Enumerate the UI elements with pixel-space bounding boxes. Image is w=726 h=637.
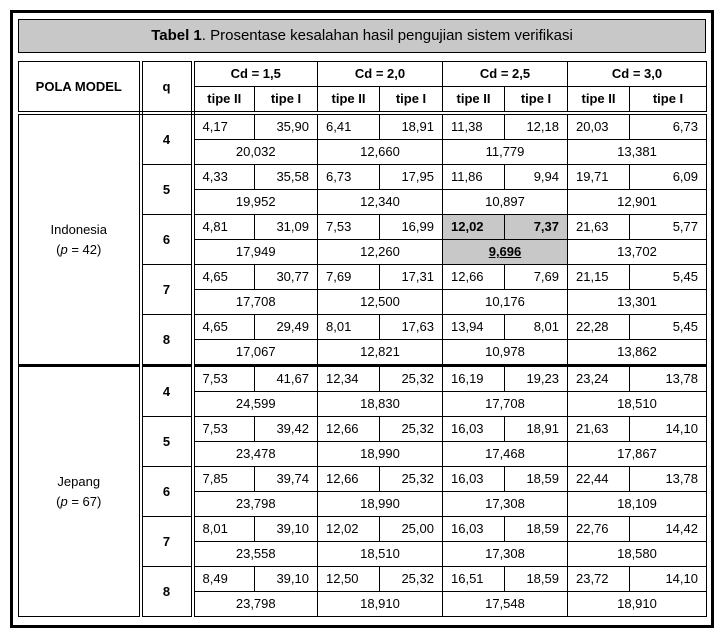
q-value: 6 (141, 215, 193, 265)
tipe-ii-value: 12,66 (318, 417, 380, 442)
tipe-ii-value: 4,17 (193, 113, 255, 140)
pola-model-p: (p = 67) (56, 493, 102, 509)
table-row (19, 366, 707, 392)
q-value: 5 (141, 417, 193, 467)
tipe-ii-value: 22,44 (568, 467, 630, 492)
tipe-ii-value: 16,03 (443, 517, 505, 542)
average-value: 23,478 (193, 442, 318, 467)
tipe-i-value: 18,91 (505, 417, 568, 442)
tipe-i-value: 14,10 (630, 417, 707, 442)
tipe-ii-value: 8,01 (318, 315, 380, 340)
tipe-i-value: 39,10 (255, 567, 318, 592)
tipe-ii-value: 19,71 (568, 165, 630, 190)
tipe-i-value: 35,90 (255, 113, 318, 140)
header-pola-model: POLA MODEL (19, 62, 141, 114)
average-value: 18,510 (568, 392, 707, 417)
tipe-i-value: 14,10 (630, 567, 707, 592)
pola-model-cell (19, 113, 141, 366)
tipe-ii-value: 12,34 (318, 366, 380, 392)
average-value: 20,032 (193, 140, 318, 165)
average-value: 13,702 (568, 240, 707, 265)
q-value: 6 (141, 467, 193, 517)
header-tipe-ii: tipe II (193, 87, 255, 114)
tipe-ii-value: 4,33 (193, 165, 255, 190)
tipe-ii-value: 21,15 (568, 265, 630, 290)
tipe-ii-value: 4,65 (193, 265, 255, 290)
tipe-i-value: 5,45 (630, 315, 707, 340)
tipe-i-value: 16,99 (380, 215, 443, 240)
average-value: 10,978 (443, 340, 568, 366)
tipe-i-value: 39,74 (255, 467, 318, 492)
average-value: 18,510 (318, 542, 443, 567)
average-value: 13,862 (568, 340, 707, 366)
q-value: 7 (141, 517, 193, 567)
tipe-i-value: 31,09 (255, 215, 318, 240)
tipe-i-value: 25,32 (380, 567, 443, 592)
p-value: = 42) (67, 241, 102, 257)
tipe-i-value: 14,42 (630, 517, 707, 542)
tipe-ii-value: 12,02 (443, 215, 505, 240)
header-tipe-ii: tipe II (318, 87, 380, 114)
header-cd-2: Cd = 2,0 (318, 62, 443, 87)
table-row (19, 113, 707, 140)
tipe-i-value: 17,95 (380, 165, 443, 190)
average-value: 10,897 (443, 190, 568, 215)
average-value: 17,949 (193, 240, 318, 265)
tipe-ii-value: 22,28 (568, 315, 630, 340)
tipe-ii-value: 12,50 (318, 567, 380, 592)
tipe-i-value: 18,59 (505, 467, 568, 492)
tipe-ii-value: 12,02 (318, 517, 380, 542)
tipe-ii-value: 4,65 (193, 315, 255, 340)
average-value: 17,867 (568, 442, 707, 467)
average-value: 18,109 (568, 492, 707, 517)
average-value: 12,821 (318, 340, 443, 366)
tipe-i-value: 39,10 (255, 517, 318, 542)
tipe-ii-value: 4,81 (193, 215, 255, 240)
average-value: 18,990 (318, 442, 443, 467)
tipe-ii-value: 12,66 (443, 265, 505, 290)
pola-model-p: (p = 42) (56, 241, 102, 257)
tipe-i-value: 35,58 (255, 165, 318, 190)
tipe-ii-value: 6,41 (318, 113, 380, 140)
q-value: 8 (141, 567, 193, 617)
tipe-i-value: 13,78 (630, 366, 707, 392)
average-value: 10,176 (443, 290, 568, 315)
average-value: 18,830 (318, 392, 443, 417)
average-value: 17,708 (443, 392, 568, 417)
tipe-ii-value: 23,72 (568, 567, 630, 592)
tipe-ii-value: 16,03 (443, 467, 505, 492)
tipe-ii-value: 11,86 (443, 165, 505, 190)
tipe-i-value: 13,78 (630, 467, 707, 492)
q-value: 5 (141, 165, 193, 215)
tipe-i-value: 17,31 (380, 265, 443, 290)
tipe-i-value: 29,49 (255, 315, 318, 340)
tipe-i-value: 9,94 (505, 165, 568, 190)
tipe-i-value: 18,91 (380, 113, 443, 140)
average-value: 17,067 (193, 340, 318, 366)
tipe-ii-value: 21,63 (568, 215, 630, 240)
table-title-text: . Prosentase kesalahan hasil pengujian sistem verifikasi (201, 27, 573, 44)
p-symbol: p (60, 241, 68, 257)
average-value: 24,599 (193, 392, 318, 417)
tipe-ii-value: 16,51 (443, 567, 505, 592)
header-tipe-ii: tipe II (443, 87, 505, 114)
average-value: 13,301 (568, 290, 707, 315)
q-value: 7 (141, 265, 193, 315)
tipe-ii-value: 21,63 (568, 417, 630, 442)
tipe-i-value: 5,45 (630, 265, 707, 290)
p-symbol: p (60, 493, 68, 509)
tipe-i-value: 6,73 (630, 113, 707, 140)
header-tipe-i: tipe I (380, 87, 443, 114)
tipe-ii-value: 20,03 (568, 113, 630, 140)
average-value: 23,558 (193, 542, 318, 567)
average-value: 13,381 (568, 140, 707, 165)
average-value: 17,548 (443, 592, 568, 617)
header-tipe-ii: tipe II (568, 87, 630, 114)
p-value: = 67) (67, 493, 102, 509)
tipe-ii-value: 13,94 (443, 315, 505, 340)
tipe-i-value: 25,32 (380, 366, 443, 392)
average-value: 12,340 (318, 190, 443, 215)
tipe-i-value: 7,69 (505, 265, 568, 290)
tipe-i-value: 18,59 (505, 567, 568, 592)
q-value: 4 (141, 113, 193, 165)
average-value: 18,990 (318, 492, 443, 517)
header-cd-3: Cd = 2,5 (443, 62, 568, 87)
table-frame (10, 10, 714, 628)
average-value: 18,910 (568, 592, 707, 617)
average-value: 17,468 (443, 442, 568, 467)
average-value: 17,308 (443, 542, 568, 567)
tipe-i-value: 19,23 (505, 366, 568, 392)
tipe-ii-value: 7,53 (193, 417, 255, 442)
tipe-ii-value: 8,01 (193, 517, 255, 542)
average-value: 11,779 (443, 140, 568, 165)
average-value: 23,798 (193, 592, 318, 617)
results-body (19, 113, 707, 617)
results-table (18, 61, 707, 617)
table-title-prefix: Tabel 1 (151, 27, 202, 44)
tipe-i-value: 30,77 (255, 265, 318, 290)
header-cd-4: Cd = 3,0 (568, 62, 707, 87)
tipe-i-value: 25,32 (380, 467, 443, 492)
table-title (18, 19, 706, 53)
header-tipe-i: tipe I (505, 87, 568, 114)
average-value: 12,660 (318, 140, 443, 165)
tipe-i-value: 12,18 (505, 113, 568, 140)
average-value: 12,901 (568, 190, 707, 215)
tipe-ii-value: 16,03 (443, 417, 505, 442)
average-value: 17,308 (443, 492, 568, 517)
header-q: q (141, 62, 193, 114)
q-value: 4 (141, 366, 193, 417)
tipe-i-value: 5,77 (630, 215, 707, 240)
average-value: 19,952 (193, 190, 318, 215)
average-value: 12,260 (318, 240, 443, 265)
tipe-i-value: 41,67 (255, 366, 318, 392)
tipe-ii-value: 12,66 (318, 467, 380, 492)
tipe-i-value: 17,63 (380, 315, 443, 340)
q-value: 8 (141, 315, 193, 366)
tipe-ii-value: 7,85 (193, 467, 255, 492)
tipe-i-value: 25,32 (380, 417, 443, 442)
tipe-i-value: 8,01 (505, 315, 568, 340)
tipe-ii-value: 7,69 (318, 265, 380, 290)
tipe-ii-value: 8,49 (193, 567, 255, 592)
average-value: 17,708 (193, 290, 318, 315)
tipe-ii-value: 22,76 (568, 517, 630, 542)
tipe-ii-value: 11,38 (443, 113, 505, 140)
average-value: 12,500 (318, 290, 443, 315)
tipe-i-value: 6,09 (630, 165, 707, 190)
pola-model-name: Jepang (57, 473, 101, 489)
header-cd-1: Cd = 1,5 (193, 62, 318, 87)
tipe-i-value: 18,59 (505, 517, 568, 542)
pola-model-cell (19, 366, 141, 617)
average-value: 9,696 (443, 240, 568, 265)
header-tipe-i: tipe I (255, 87, 318, 114)
tipe-ii-value: 7,53 (318, 215, 380, 240)
tipe-i-value: 25,00 (380, 517, 443, 542)
average-value: 18,910 (318, 592, 443, 617)
tipe-ii-value: 7,53 (193, 366, 255, 392)
tipe-ii-value: 23,24 (568, 366, 630, 392)
average-value: 23,798 (193, 492, 318, 517)
header-tipe-i: tipe I (630, 87, 707, 114)
tipe-ii-value: 16,19 (443, 366, 505, 392)
tipe-i-value: 7,37 (505, 215, 568, 240)
tipe-i-value: 39,42 (255, 417, 318, 442)
pola-model-name: Indonesia (50, 221, 107, 237)
average-value: 18,580 (568, 542, 707, 567)
tipe-ii-value: 6,73 (318, 165, 380, 190)
